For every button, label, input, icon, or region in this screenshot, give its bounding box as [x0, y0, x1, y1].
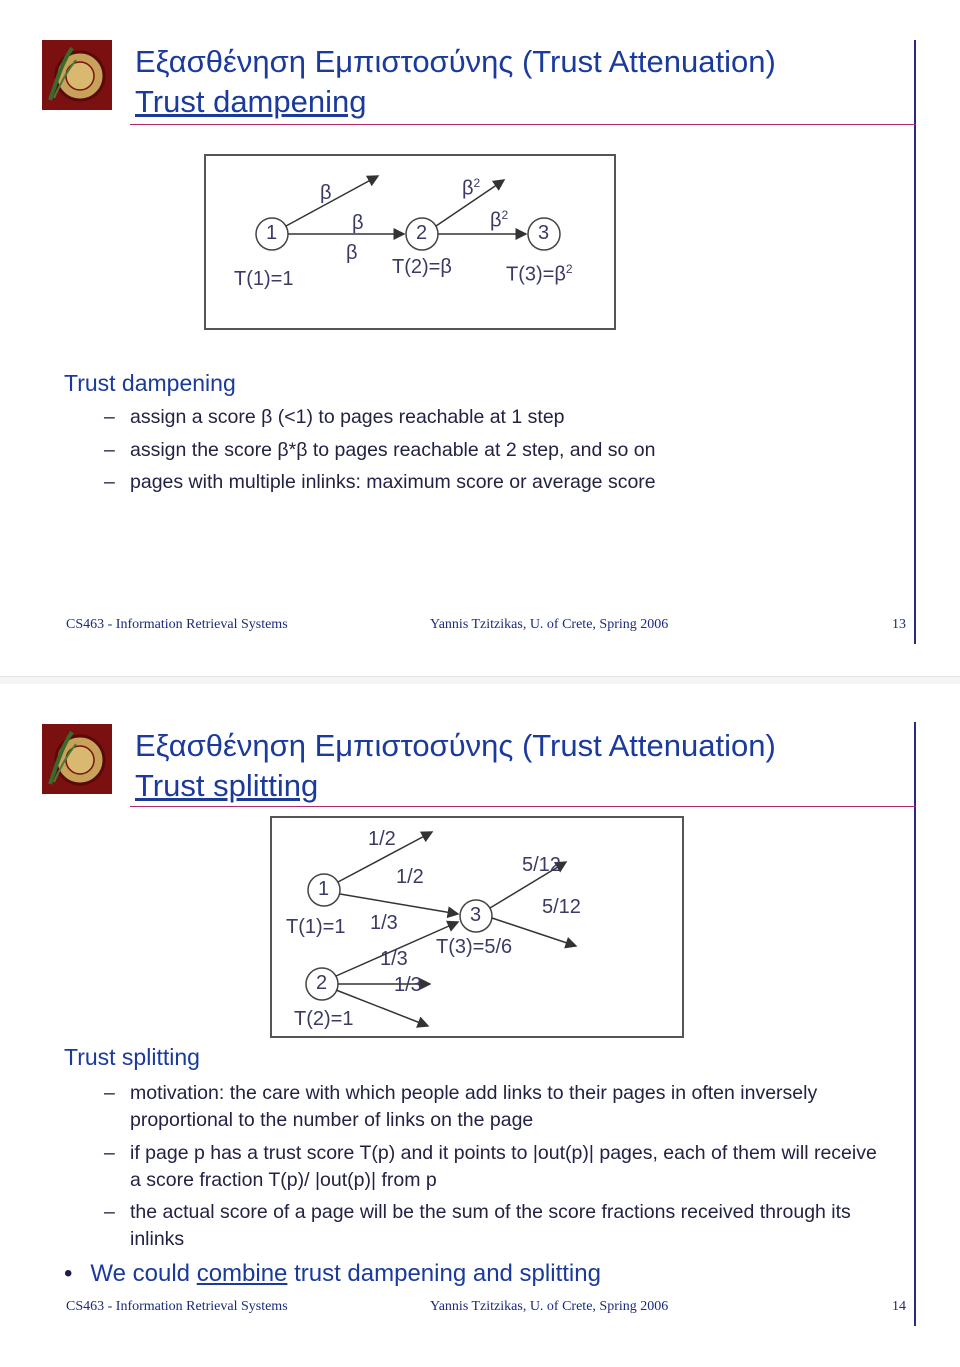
dash-icon: –: [104, 1201, 115, 1223]
label-fivetwelfth-b: 5/12: [542, 896, 581, 918]
footer-page-number: 14: [892, 1299, 906, 1314]
dash-icon: –: [104, 406, 115, 428]
label-half-top: 1/2: [368, 828, 396, 850]
footer-page-number: 13: [892, 617, 906, 632]
label-beta-mid-1: β: [352, 212, 364, 234]
dash-icon: –: [104, 1142, 115, 1164]
node-2-label: 2: [416, 222, 428, 244]
footer-course: CS463 - Information Retrieval Systems: [66, 617, 288, 632]
title-underline: [130, 124, 916, 125]
list-item: if page p has a trust score T(p) and it points to |out(p)| pages, each of them will receive a score fraction T(p)/ |out(p)| from p: [130, 1142, 877, 1191]
list-item: assign the score β*β to pages reachable at 2 step, and so on: [130, 439, 656, 461]
node-3-score: T(3)=5/6: [436, 936, 513, 958]
node-3-label: 3: [470, 904, 482, 926]
bullet-dot-icon: •: [64, 1260, 73, 1287]
university-seal-logo: [42, 724, 112, 794]
footer-author: Yannis Tzitzikas, U. of Crete, Spring 2006: [430, 1299, 669, 1314]
section-heading: Trust dampening: [64, 370, 236, 396]
slide-title: Εξασθένηση Εμπιστοσύνης (Trust Attenuation) Trust splitting: [135, 728, 776, 803]
splitting-diagram: [270, 816, 684, 1038]
label-beta-mid-2: β: [346, 242, 358, 264]
edge-1-3: [340, 894, 458, 914]
node-2-score: T(2)=1: [294, 1008, 354, 1030]
label-beta-top: β: [320, 182, 332, 204]
dash-icon: –: [104, 1082, 115, 1104]
right-border-line: [914, 722, 916, 1326]
slide-title: Εξασθένηση Εμπιστοσύνης (Trust Attenuation) Trust dampening: [135, 44, 776, 119]
node-1-score: T(1)=1: [234, 268, 294, 290]
summary-bullet: • We could combine trust dampening and splitting: [64, 1260, 601, 1287]
dash-icon: –: [104, 471, 115, 493]
footer-course: CS463 - Information Retrieval Systems: [66, 1299, 288, 1314]
label-beta2-mid: $\beta^2$: [490, 208, 509, 232]
dampening-diagram: [204, 154, 616, 330]
list-item: pages with multiple inlinks: maximum score or average score: [130, 471, 656, 493]
dash-icon: –: [104, 439, 115, 461]
node-3-label: 3: [538, 222, 550, 244]
label-fivetwelfth-a: 5/12: [522, 854, 561, 876]
node-1-label: 1: [266, 222, 278, 244]
title-underline: [130, 806, 916, 807]
node-3-score: $T(3)=\beta^2$: [506, 262, 573, 286]
node-2-label: 2: [316, 972, 328, 994]
label-third-c: 1/3: [394, 974, 422, 996]
right-border-line: [914, 40, 916, 644]
slide-14: [0, 684, 960, 1367]
list-item: assign a score β (<1) to pages reachable at 1 step: [130, 406, 565, 428]
slide-13: [0, 0, 960, 670]
label-beta2-top: $\beta^2$: [462, 176, 481, 200]
node-2-score: T(2)=β: [392, 256, 452, 278]
section-heading: Trust splitting: [64, 1044, 200, 1070]
list-item: motivation: the care with which people add links to their pages in often inversely proportional to the number of links on the page: [130, 1082, 818, 1131]
label-half-mid: 1/2: [396, 866, 424, 888]
label-third-b: 1/3: [380, 948, 408, 970]
label-third-a: 1/3: [370, 912, 398, 934]
list-item: the actual score of a page will be the sum of the score fractions received through its inlinks: [130, 1201, 851, 1250]
node-1-score: T(1)=1: [286, 916, 346, 938]
footer-author: Yannis Tzitzikas, U. of Crete, Spring 2006: [430, 617, 669, 632]
node-1-label: 1: [318, 878, 330, 900]
university-seal-logo: [42, 40, 112, 110]
edge-1-out: [286, 176, 378, 226]
